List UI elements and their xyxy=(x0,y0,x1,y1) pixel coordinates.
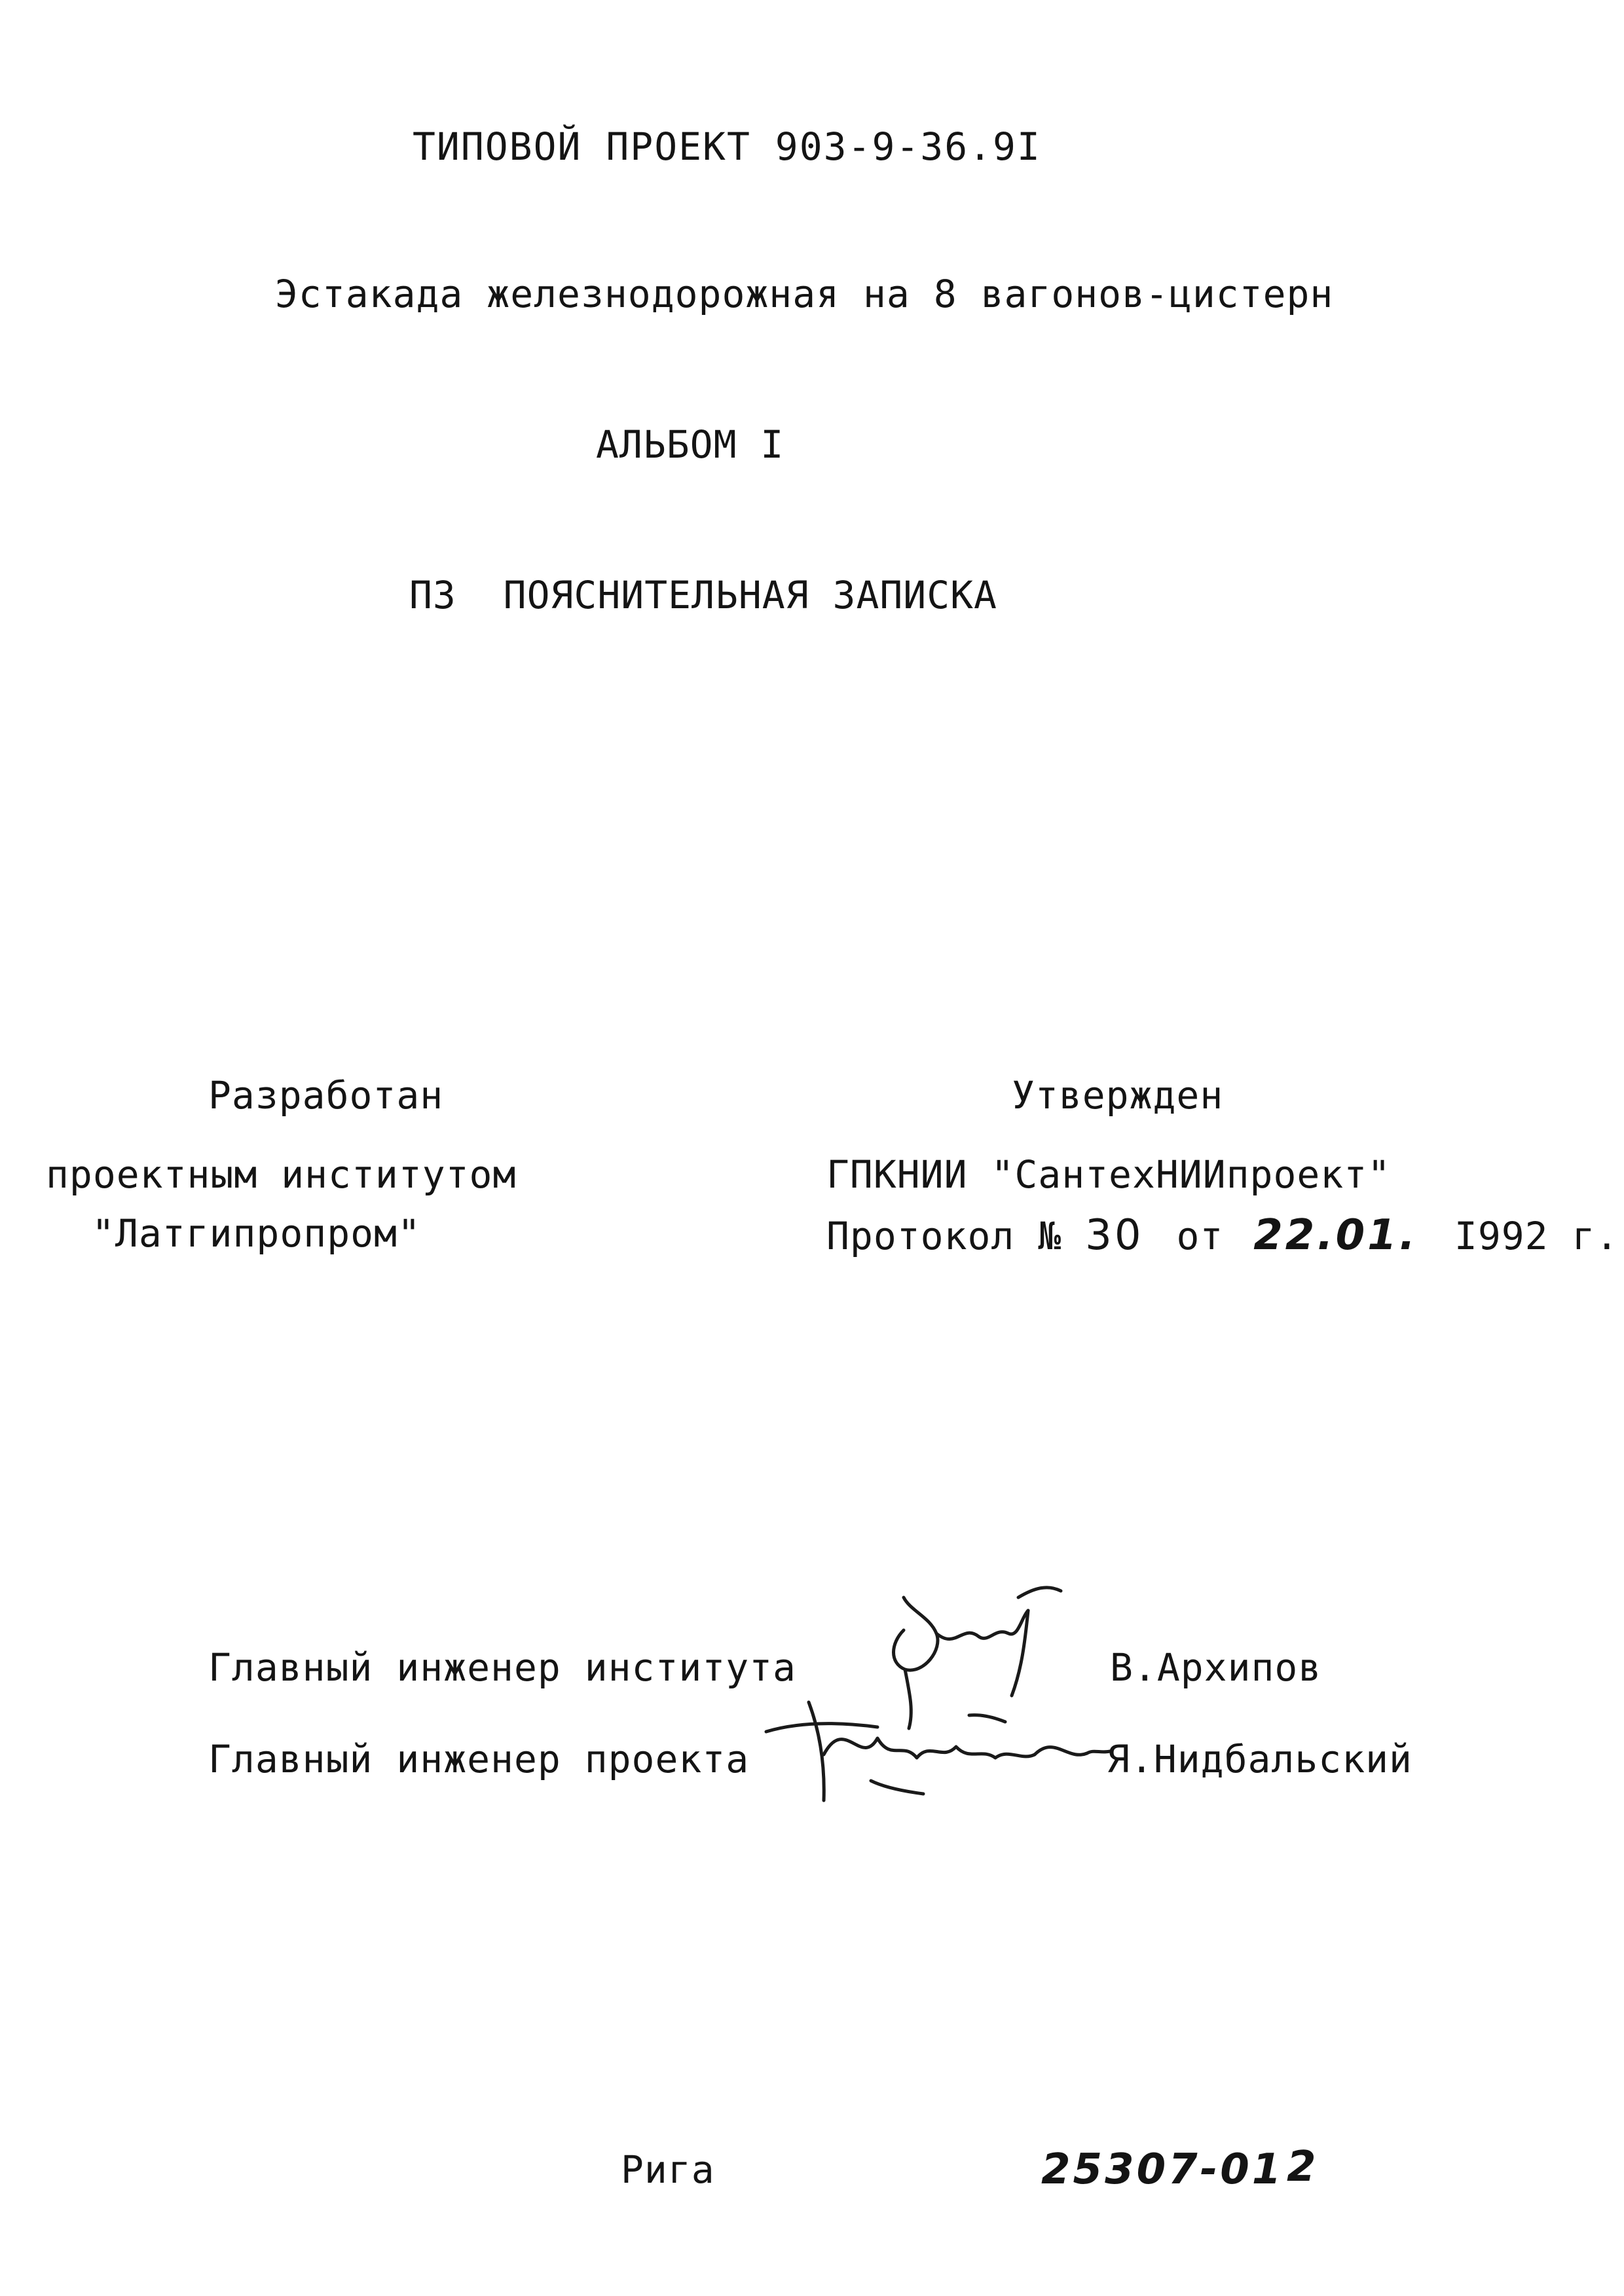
page-number: 2 xyxy=(1287,2143,1319,2191)
developed-institute: проектным институтом xyxy=(46,1152,517,1197)
project-title: ТИПОВОЙ ПРОЕКТ 903-9-36.9I xyxy=(413,124,1041,169)
chief-project-title: Главный инженер проекта xyxy=(208,1737,750,1781)
city-label: Рига xyxy=(621,2147,715,2192)
protocol-date: 22.01. xyxy=(1253,1211,1418,1260)
protocol-line xyxy=(826,1211,1619,1260)
protocol-label: Протокол № xyxy=(826,1214,1062,1258)
chief-institute-title: Главный инженер института xyxy=(208,1645,796,1690)
protocol-number: 30 xyxy=(1085,1211,1144,1260)
project-subject: Эстакада железнодорожная на 8 вагонов-цистерн xyxy=(275,272,1334,316)
approved-heading: Утвержден xyxy=(1012,1073,1224,1118)
chief-project-name: Я.Нидбальский xyxy=(1107,1737,1412,1781)
protocol-date-prefix: от xyxy=(1176,1214,1224,1258)
approved-organization: ГПКНИИ "СантехНИИпроект" xyxy=(826,1152,1392,1197)
protocol-year: I992 г. xyxy=(1454,1214,1619,1258)
chief-institute-name: В.Архипов xyxy=(1110,1645,1322,1690)
developed-institute-name: "Латгипропром" xyxy=(92,1211,421,1256)
document-number: 25307-01 xyxy=(1041,2145,1284,2194)
album-label: АЛЬБОМ I xyxy=(596,422,784,467)
section-label: ПЗ ПОЯСНИТЕЛЬНАЯ ЗАПИСКА xyxy=(409,573,997,617)
signature-nidbalsky xyxy=(747,1676,1113,1820)
developed-heading: Разработан xyxy=(208,1073,444,1118)
